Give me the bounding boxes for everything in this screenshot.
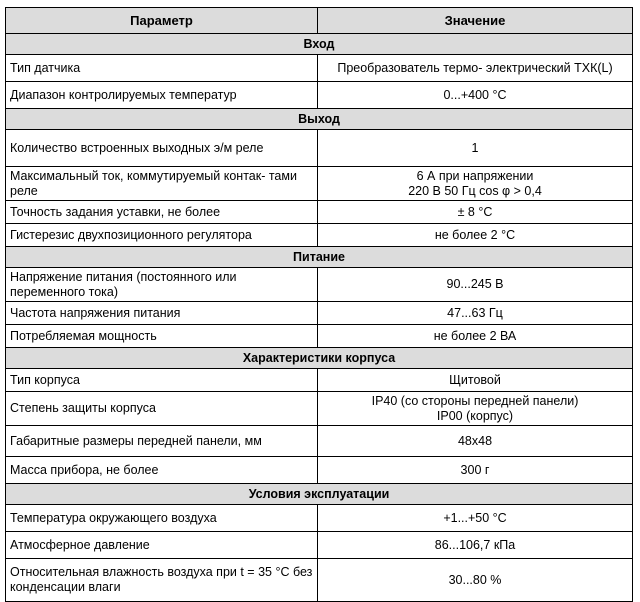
header-value: Значение [318, 8, 633, 34]
value-cell: 86...106,7 кПа [318, 532, 633, 559]
param-cell: Относительная влажность воздуха при t = 35 °С без конденсации влаги [6, 559, 318, 602]
param-cell: Гистерезис двухпозиционного регулятора [6, 224, 318, 247]
section-row-output [6, 109, 633, 130]
section-title: Вход [6, 34, 633, 55]
value-cell: 47...63 Гц [318, 302, 633, 325]
param-cell: Масса прибора, не более [6, 457, 318, 484]
section-row-power [6, 247, 633, 268]
spec-table [5, 7, 633, 602]
param-cell: Точность задания уставки, не более [6, 201, 318, 224]
value-cell: не более 2 ВА [318, 325, 633, 348]
section-row-conditions [6, 484, 633, 505]
value-cell: 0...+400 °С [318, 82, 633, 109]
value-cell: 90...245 В [318, 268, 633, 302]
table-row [6, 325, 633, 348]
table-row [6, 55, 633, 82]
table-row [6, 369, 633, 392]
param-cell: Количество встроенных выходных э/м реле [6, 130, 318, 167]
value-cell: +1...+50 °С [318, 505, 633, 532]
param-cell: Степень защиты корпуса [6, 392, 318, 426]
value-cell: Преобразователь термо- электрический ТХК(L) [318, 55, 633, 82]
value-cell: 300 г [318, 457, 633, 484]
table-row [6, 426, 633, 457]
table-row [6, 82, 633, 109]
param-cell: Атмосферное давление [6, 532, 318, 559]
value-cell: ± 8 °С [318, 201, 633, 224]
table-row [6, 559, 633, 602]
value-line: IP40 (со стороны передней панели) [371, 393, 579, 408]
section-title: Выход [6, 109, 633, 130]
param-cell: Габаритные размеры передней панели, мм [6, 426, 318, 457]
param-cell: Температура окружающего воздуха [6, 505, 318, 532]
section-title: Характеристики корпуса [6, 348, 633, 369]
section-title: Условия эксплуатации [6, 484, 633, 505]
table-row [6, 302, 633, 325]
section-row-housing [6, 348, 633, 369]
table-row [6, 130, 633, 167]
table-header-row [6, 8, 633, 34]
table-row [6, 392, 633, 426]
value-cell: 1 [318, 130, 633, 167]
table-row [6, 457, 633, 484]
param-cell: Напряжение питания (постоянного или переменного тока) [6, 268, 318, 302]
section-row-input [6, 34, 633, 55]
param-cell: Частота напряжения питания [6, 302, 318, 325]
param-cell: Тип корпуса [6, 369, 318, 392]
value-cell: 30...80 % [318, 559, 633, 602]
value-cell [318, 167, 633, 201]
value-cell: Щитовой [318, 369, 633, 392]
table-row [6, 505, 633, 532]
value-cell: не более 2 °С [318, 224, 633, 247]
param-cell: Потребляемая мощность [6, 325, 318, 348]
value-line: 6 А при напряжении [416, 168, 534, 183]
value-cell: 48x48 [318, 426, 633, 457]
table-row [6, 167, 633, 201]
table-row [6, 201, 633, 224]
table-row [6, 224, 633, 247]
section-title: Питание [6, 247, 633, 268]
table-row [6, 532, 633, 559]
table-row [6, 268, 633, 302]
param-cell: Диапазон контролируемых температур [6, 82, 318, 109]
value-cell [318, 392, 633, 426]
value-line: IP00 (корпус) [436, 408, 514, 423]
value-line: 220 В 50 Гц cos φ > 0,4 [408, 183, 542, 198]
header-param: Параметр [6, 8, 318, 34]
param-cell: Тип датчика [6, 55, 318, 82]
param-cell: Максимальный ток, коммутируемый контак- тами реле [6, 167, 318, 201]
